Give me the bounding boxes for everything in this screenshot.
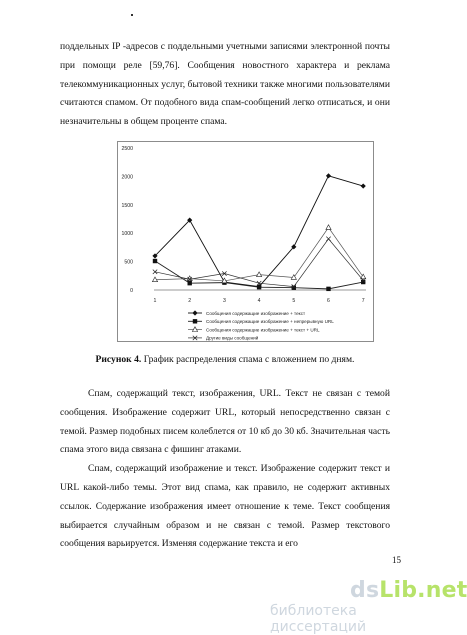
chart-svg [118, 142, 373, 341]
data-point [326, 287, 330, 291]
paragraph-bottom [60, 385, 390, 554]
y-tick-label: 2500 [121, 146, 133, 152]
data-point [326, 225, 331, 230]
data-point [257, 272, 262, 277]
watermark-prefix: ds [350, 578, 380, 603]
line-chart [117, 141, 374, 342]
y-tick-label: 1000 [121, 231, 133, 238]
legend-label: Сообщения содержащие изображение + текст [206, 310, 306, 316]
legend-marker [192, 310, 197, 315]
x-tick-label: 1 [153, 298, 157, 304]
data-point [153, 259, 157, 263]
y-tick-label: 500 [124, 259, 133, 266]
series-line [155, 176, 363, 287]
figure-caption [60, 354, 390, 365]
x-tick-label: 6 [327, 298, 330, 304]
y-tick-label: 1500 [121, 202, 133, 209]
paragraph-text: Спам, содержащий текст, изображения, URL. Текст не связан с темой сообщения. Изображение содержит URL, который непосредственно связан с темой. Размер подобных писем колеблется от 10 кб до 30 кб. Значительная часть спама этого вида связана с фишинг атаками. [60, 388, 390, 456]
paragraph-top [60, 38, 390, 132]
x-tick-label: 4 [257, 298, 261, 304]
legend-label: Другие виды сообщений [206, 335, 259, 341]
x-tick-label: 7 [361, 298, 365, 304]
caption-label: Рисунок 4. [95, 354, 142, 365]
legend-marker [192, 327, 197, 332]
legend-marker [193, 319, 197, 323]
paragraph-text: поддельных IP -адресов с поддельными учетными записями электронной почты при помощи реле [59,76]. Сообщения новостного характера и реклама телекоммуникационных услуг, бытовой техники также многими пользователями считаются спамом. От подобного вида спам-сообщений легко отписаться, и они незначительны в общем проценте спама. [60, 41, 390, 128]
data-point [326, 237, 330, 241]
series-line [155, 239, 363, 287]
data-point [326, 173, 331, 178]
watermark-subtitle: библиотека диссертаций [270, 603, 367, 635]
data-point [361, 183, 366, 188]
x-tick-label: 3 [222, 298, 226, 304]
y-tick-label: 2000 [121, 174, 133, 181]
data-point [188, 281, 192, 285]
data-point [257, 285, 261, 289]
caption-text: График распределения спама с вложением по дням. [141, 354, 355, 365]
watermark-logo [350, 578, 467, 603]
data-point [187, 276, 192, 281]
paragraph-text: Спам, содержащий изображение и текст. Изображение содержит текст и URL какой-либо темы. Этот вид спама, как правило, не содержит активных ссылок. Содержание изображения имеет отношение к теме. Текст сообщения выбирается случайным образом и не связан с темой. Размер текстового сообщения варьируется. Изменяя содержание текста и его [60, 463, 390, 550]
x-tick-label: 5 [292, 298, 296, 304]
data-point [152, 277, 157, 282]
legend-label: Сообщения содержащие изображение + текст + URL [206, 327, 320, 333]
x-tick-label: 2 [188, 298, 192, 304]
watermark-suffix: Lib.net [379, 578, 467, 603]
y-tick-label: 0 [130, 288, 133, 294]
legend-label: Сообщения содержащие изображение + непрерывную URL [206, 319, 334, 325]
page-number: 15 [392, 555, 401, 565]
scan-speck [131, 14, 133, 16]
